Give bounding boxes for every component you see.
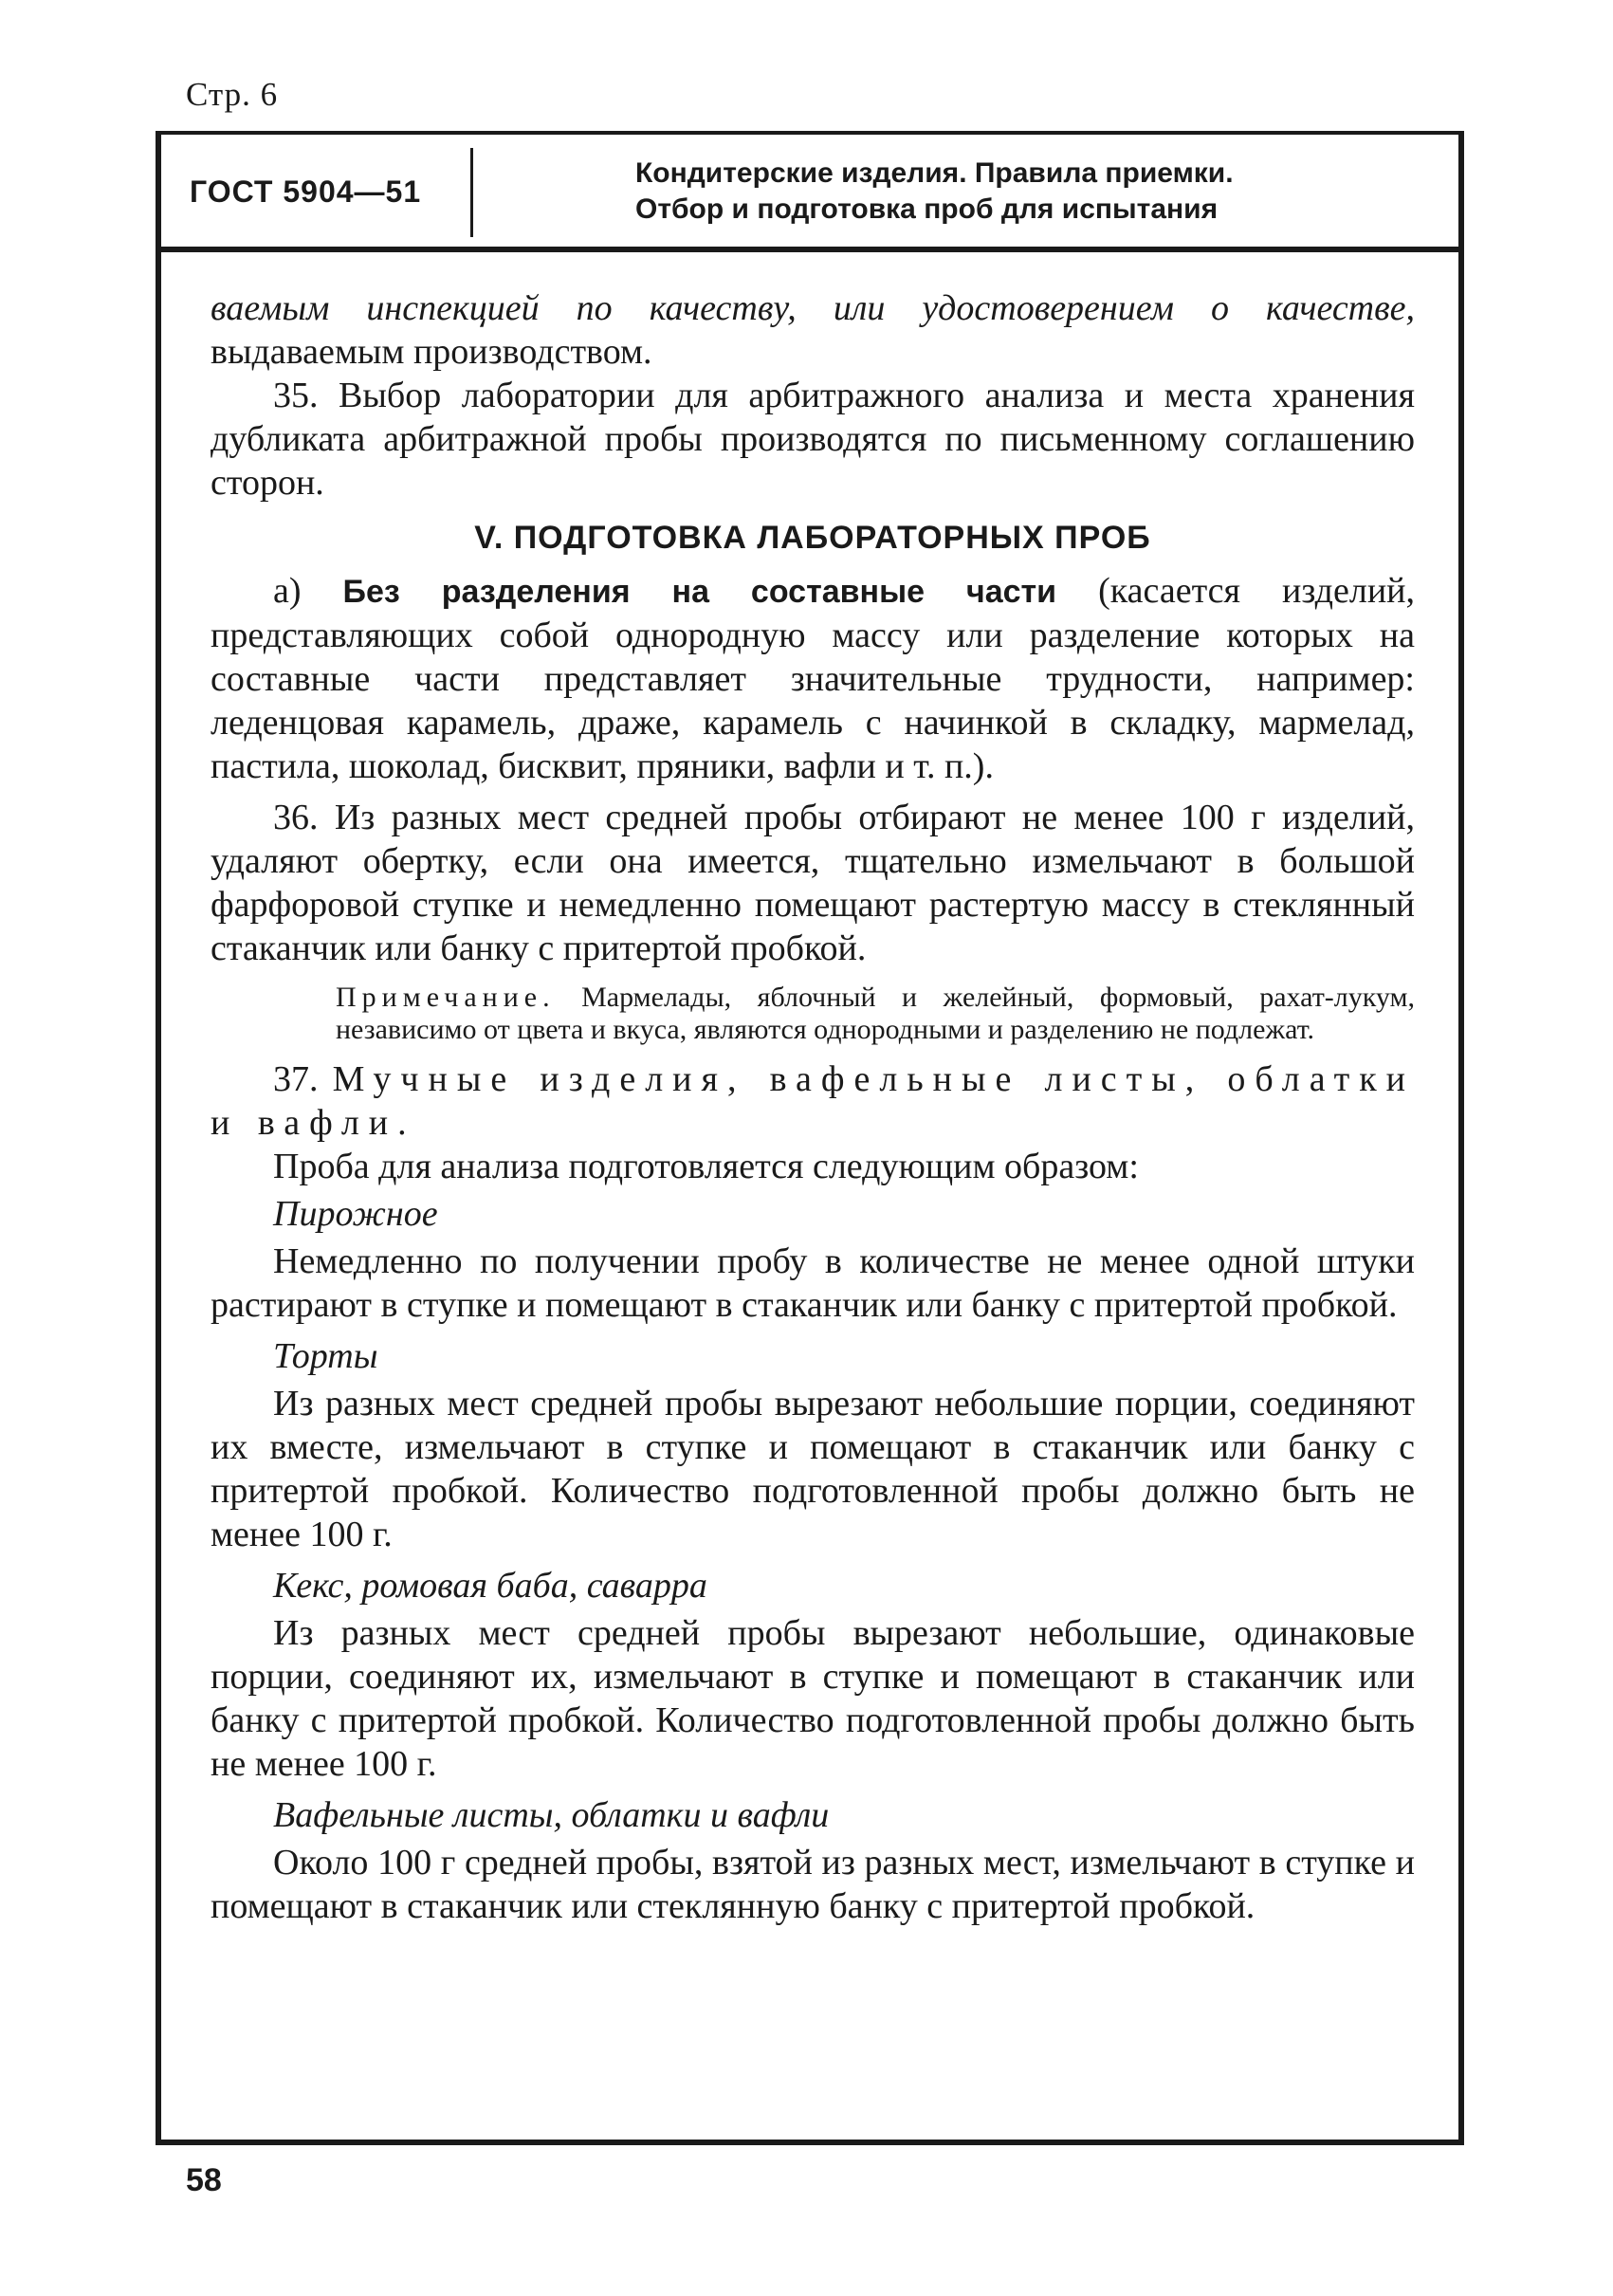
- page-label: Стр. 6: [186, 76, 279, 113]
- continuation-italic: ваемым инспекцией по качеству, или удостоверением о качестве,: [211, 288, 1415, 328]
- header-divider: [470, 148, 473, 237]
- title-line-1: Кондитерские изделия. Правила приемки.: [635, 157, 1234, 189]
- page-frame: [156, 131, 1464, 2145]
- item-37-number: 37.: [273, 1059, 333, 1099]
- continuation-rest: выдаваемым производством.: [211, 332, 652, 372]
- section-heading: V. ПОДГОТОВКА ЛАБОРАТОРНЫХ ПРОБ: [474, 520, 1151, 556]
- document-body: [211, 286, 1415, 1928]
- paragraph-torty: Из разных мест средней пробы вырезают небольшие порции, соединяют их вместе, измельчают в ступке и помещают в стаканчик или банку с притертой пробкой. Количество подготовленной пробы должно быть не менее 100 г.: [211, 1384, 1415, 1554]
- paragraph-keks: Из разных мест средней пробы вырезают небольшие, одинаковые порции, соединяют их, измельчают в ступке и помещают в стаканчик или банку с притертой пробкой. Количество подготовленной пробы должно быть не менее 100 г.: [211, 1613, 1415, 1784]
- item-a-prefix: а): [273, 571, 343, 611]
- paragraph-continuation: [211, 286, 1415, 374]
- note: [211, 982, 1415, 1046]
- paragraph-pirozhnoe: Немедленно по получении пробу в количестве не менее одной штуки растирают в ступке и помещают в стаканчик или банку с притертой пробкой.: [211, 1241, 1415, 1325]
- item-37-heading: Мучные изделия, вафельные листы, облатки и вафли.: [211, 1059, 1416, 1143]
- paragraph-a: [211, 569, 1415, 788]
- page-number: 58: [186, 2162, 222, 2198]
- item-a-heading: Без разделения на составные части: [342, 574, 1057, 610]
- item-a-text: (касается изделий, представляющих собой однородную массу или разделение которых на составные части представляет значительные трудности, например: леденцовая карамель, драже, карамель с начинкой в складку, мармелад, пастила, шоколад, бисквит, пряники, вафли и т. п.).: [211, 571, 1415, 786]
- subheading-vafli: Вафельные листы, облатки и вафли: [273, 1795, 830, 1835]
- subheading-keks: Кекс, ромовая баба, саварра: [273, 1566, 707, 1606]
- subheading-torty: Торты: [273, 1336, 378, 1376]
- paragraph-37: [211, 1057, 1415, 1145]
- subheading-pirozhnoe: Пирожное: [273, 1194, 438, 1234]
- document-header: [161, 135, 1458, 252]
- note-label: Примечание.: [336, 982, 556, 1013]
- paragraph-vafli: Около 100 г средней пробы, взятой из разных мест, измельчают в ступке и помещают в стаканчик или стеклянную банку с притертой пробкой.: [211, 1843, 1415, 1926]
- paragraph-35: 35. Выбор лаборатории для арбитражного анализа и места хранения дубликата арбитражной пробы производятся по письменному соглашению сторон.: [211, 376, 1415, 503]
- title-line-2: Отбор и подготовка проб для испытания: [635, 193, 1219, 225]
- paragraph-37-intro: Проба для анализа подготовляется следующим образом:: [273, 1147, 1139, 1186]
- note-text: Мармелады, яблочный и желейный, формовый, рахат-лукум, независимо от цвета и вкуса, являются однородными и разделению не подлежат.: [336, 982, 1415, 1045]
- paragraph-36: 36. Из разных мест средней пробы отбирают не менее 100 г изделий, удаляют обертку, если она имеется, тщательно измельчают в большой фарфоровой ступке и немедленно помещают растертую массу в стеклянный стаканчик или банку с притертой пробкой.: [211, 798, 1415, 968]
- standard-code: ГОСТ 5904—51: [190, 174, 422, 209]
- document-title: [635, 156, 1234, 228]
